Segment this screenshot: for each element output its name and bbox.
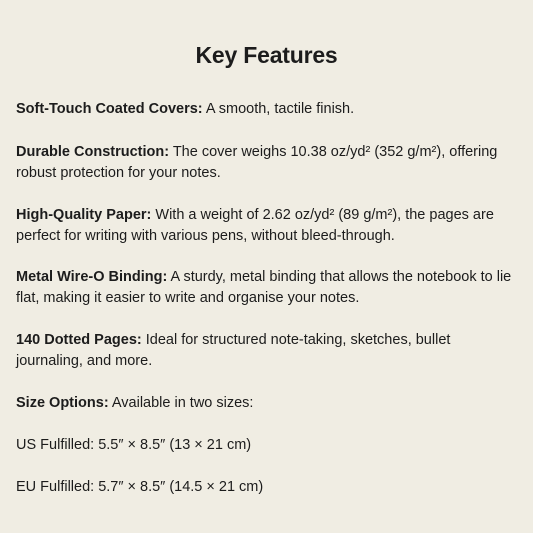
feature-label: Durable Construction: [16,144,170,160]
feature-text: Available in two sizes: [108,395,254,411]
feature-dotted-pages [16,330,519,372]
feature-text: A sturdy, metal binding that allows the notebook to lie flat, making it easier to write and organise your notes. [16,269,512,306]
page-title: Key Features [195,42,338,68]
feature-label: High-Quality Paper: [16,207,152,223]
feature-text: The cover weighs 10.38 oz/yd² (352 g/m²), offering robust protection for your notes. [16,144,498,181]
feature-size-options [16,393,253,414]
feature-durable-construction [16,142,519,184]
feature-text: Ideal for structured note-taking, sketches, bullet journaling, and more. [16,332,451,369]
feature-label: Soft-Touch Coated Covers: [16,101,203,117]
feature-label: Size Options: [16,395,109,411]
feature-label: 140 Dotted Pages: [16,332,142,348]
size-option-eu: EU Fulfilled: 5.7″ × 8.5″ (14.5 × 21 cm) [16,479,264,495]
feature-text: A smooth, tactile finish. [202,101,355,117]
feature-text: With a weight of 2.62 oz/yd² (89 g/m²), the pages are perfect for writing with various pens, without bleed-through. [16,207,494,244]
feature-soft-touch-covers [16,99,354,120]
feature-high-quality-paper [16,205,519,247]
size-option-us: US Fulfilled: 5.5″ × 8.5″ (13 × 21 cm) [16,437,252,453]
feature-wire-o-binding [16,267,519,309]
feature-label: Metal Wire-O Binding: [16,269,168,285]
